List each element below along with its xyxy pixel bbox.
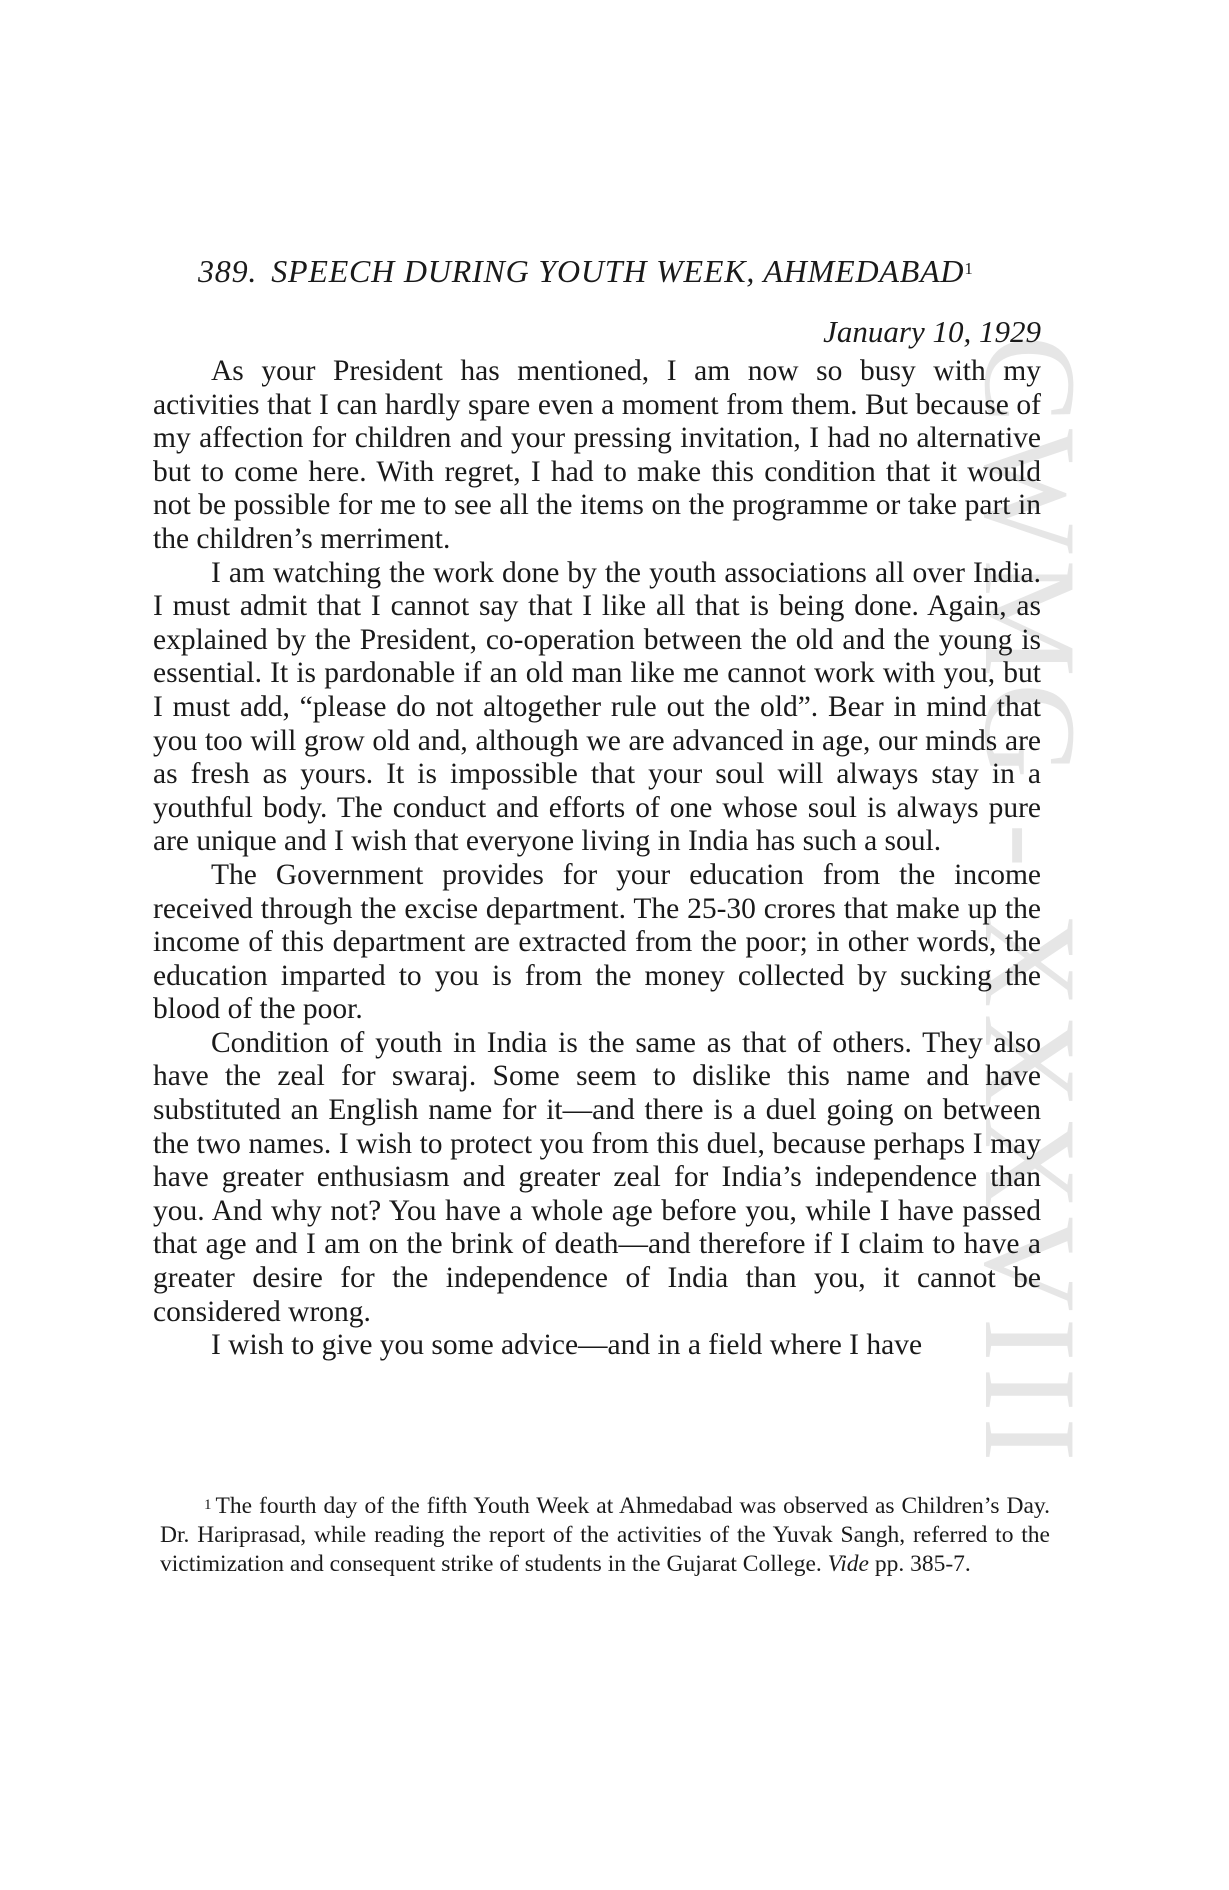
speech-body [153, 355, 1041, 1363]
footnote-marker: 1 [204, 1497, 212, 1513]
footnote-text: The fourth day of the fifth Youth Week at Ahmedabad was observed as Children’s Day. Dr. Hariprasad, while reading the report of the activities of the Yuvak Sangh, referred to the victimization and consequent strike of students in the Gujarat College. [160, 1493, 1050, 1577]
paragraph: The Government provides for your education from the income received through the excise department. The 25-30 crores that make up the income of this department are extracted from the poor; in other words, the education imparted to you is from the money collected by sucking the blood of the poor. [153, 858, 1041, 1026]
watermark-text: CWMG - XXXVIII [957, 335, 1104, 1468]
heading-footnote-marker: 1 [964, 259, 974, 278]
paragraph: As your President has mentioned, I am now so busy with my activities that I can hardly spare even a moment from them. But because of my affection for children and your pressing invitation, I had no alternative but to come here. With regret, I had to make this condition that it would not be possible for me to see all the items on the programme or take part in the children’s merriment. [153, 355, 1041, 555]
paragraph: I wish to give you some advice—and in a field where I have [211, 1329, 923, 1362]
heading-number: 389. [198, 253, 258, 289]
footnote [160, 1492, 1050, 1579]
footnote-paragraph [160, 1492, 1050, 1579]
paragraph: I am watching the work done by the youth associations all over India. I must admit that I cannot say that I like all that is being done. Again, as explained by the President, co-operation between the old and the young is essential. It is pardonable if an old man like me cannot work with you, but I must add, “please do not altogether rule out the old”. Bear in mind that you too will grow old and, although we are advanced in age, our minds are as fresh as yours. It is impossible that your soul will always stay in a youthful body. The conduct and efforts of one whose soul is always pure are unique and I wish that everyone living in India has such a soul. [153, 556, 1041, 858]
heading-title: SPEECH DURING YOUTH WEEK, AHMEDABAD [271, 253, 965, 289]
footnote-vide: Vide [827, 1551, 869, 1577]
speech-date: January 10, 1929 [823, 314, 1041, 349]
paragraph: Condition of youth in India is the same as that of others. They also have the zeal for swaraj. Some seem to dislike this name and have substituted an English name for it—and there is a duel going on between the two names. I wish to protect you from this duel, because perhaps I may have greater enthusiasm and greater zeal for India’s independence than you. And why not? You have a whole age before you, while I have passed that age and I am on the brink of death—and therefore if I claim to have a greater desire for the independence of India than you, it cannot be considered wrong. [153, 1026, 1041, 1328]
speech-heading [198, 250, 1058, 292]
footnote-pages: pp. 385-7. [874, 1551, 971, 1577]
